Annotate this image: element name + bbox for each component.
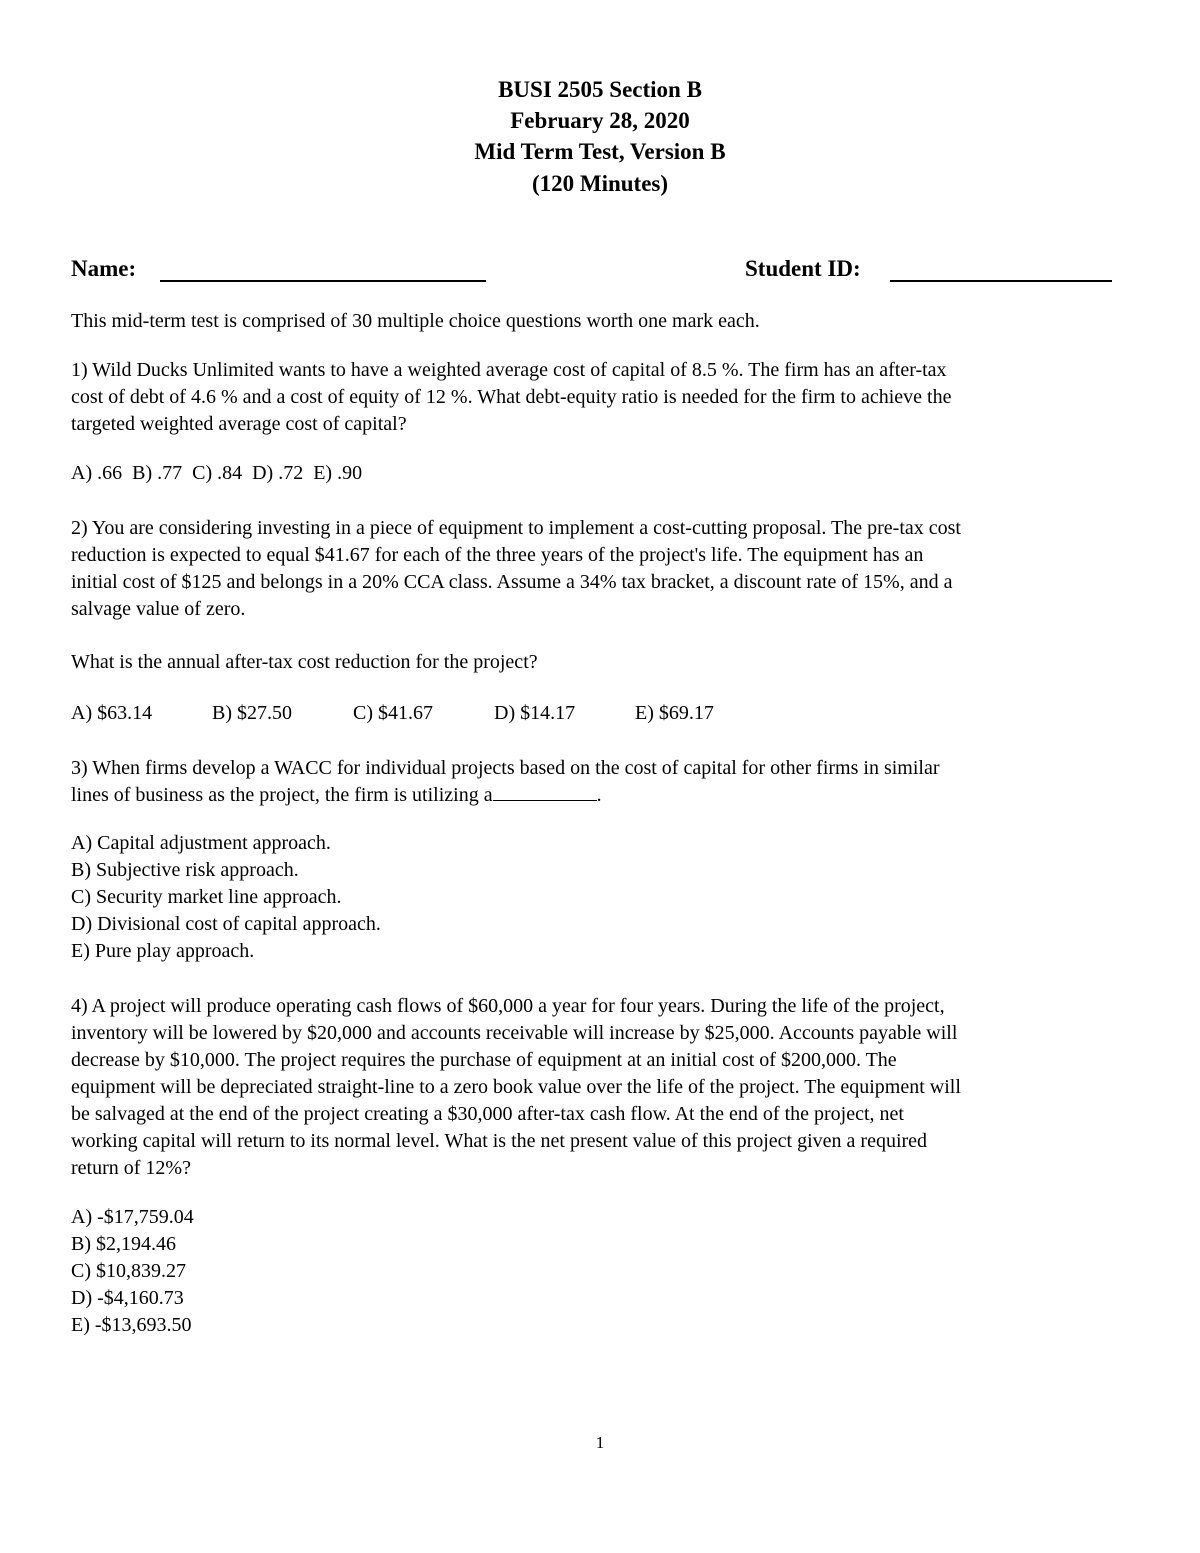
q2-option: A) $63.14 [71, 702, 153, 724]
q2-option: C) $41.67 [353, 702, 433, 724]
test-name: Mid Term Test, Version B [474, 139, 726, 164]
q3-line: 3) When firms develop a WACC for individual projects based on the cost of capital for other firms in similar [71, 757, 940, 779]
q1-line: 1) Wild Ducks Unlimited wants to have a weighted average cost of capital of 8.5 %. The firm has an after-tax [71, 359, 947, 381]
q4-line: working capital will return to its normal level. What is the net present value of this project given a required [71, 1130, 928, 1152]
q4-line: return of 12%? [71, 1157, 191, 1179]
student-id-label: Student ID: [745, 256, 861, 281]
q2-line: initial cost of $125 and belongs in a 20% CCA class. Assume a 34% tax bracket, a discount rate of 15%, and a [71, 571, 953, 593]
q2-line: salvage value of zero. [71, 598, 246, 620]
q2-line: 2) You are considering investing in a piece of equipment to implement a cost-cutting proposal. The pre-tax cost [71, 517, 961, 539]
q4-option: E) -$13,693.50 [71, 1314, 192, 1336]
q4-option: A) -$17,759.04 [71, 1206, 194, 1228]
name-label: Name: [71, 256, 137, 281]
name-blank [160, 280, 486, 282]
q2-prompt: What is the annual after-tax cost reduction for the project? [71, 651, 538, 673]
q3-line-text: lines of business as the project, the firm is utilizing a [71, 784, 493, 806]
q4-line: inventory will be lowered by $20,000 and accounts receivable will increase by $25,000. Accounts payable will [71, 1022, 958, 1044]
course-title: BUSI 2505 Section B [498, 77, 702, 102]
q4-line: equipment will be depreciated straight-line to a zero book value over the life of the project. The equipment will [71, 1076, 961, 1098]
student-id-blank [890, 280, 1112, 282]
q3-answer-blank [493, 782, 597, 801]
q2-option: B) $27.50 [212, 702, 292, 724]
q4-option: C) $10,839.27 [71, 1260, 186, 1282]
page-number: 1 [595, 1433, 605, 1452]
q4-line: be salvaged at the end of the project creating a $30,000 after-tax cash flow. At the end of the project, net [71, 1103, 904, 1125]
q3-option: D) Divisional cost of capital approach. [71, 913, 381, 935]
q3-option: C) Security market line approach. [71, 886, 342, 908]
intro-text: This mid-term test is comprised of 30 multiple choice questions worth one mark each. [71, 310, 760, 332]
test-date: February 28, 2020 [510, 108, 690, 133]
q3-option: B) Subjective risk approach. [71, 859, 299, 881]
q2-option: E) $69.17 [635, 702, 714, 724]
q1-options: A) .66 B) .77 C) .84 D) .72 E) .90 [71, 462, 363, 484]
q2-option: D) $14.17 [494, 702, 576, 724]
q4-line: 4) A project will produce operating cash flows of $60,000 a year for four years. During the life of the project, [71, 995, 945, 1017]
q2-line: reduction is expected to equal $41.67 for each of the three years of the project's life. The equipment has an [71, 544, 924, 566]
test-duration: (120 Minutes) [531, 171, 669, 196]
q3-option: A) Capital adjustment approach. [71, 832, 331, 854]
q4-option: D) -$4,160.73 [71, 1287, 184, 1309]
q3-line-with-blank [71, 782, 602, 809]
q3-option: E) Pure play approach. [71, 940, 255, 962]
q4-option: B) $2,194.46 [71, 1233, 176, 1255]
q4-line: decrease by $10,000. The project requires the purchase of equipment at an initial cost of $200,000. The [71, 1049, 897, 1071]
q3-line-end: . [596, 784, 602, 806]
q1-line: cost of debt of 4.6 % and a cost of equity of 12 %. What debt-equity ratio is needed for the firm to achieve the [71, 386, 952, 408]
q1-line: targeted weighted average cost of capital? [71, 413, 407, 435]
